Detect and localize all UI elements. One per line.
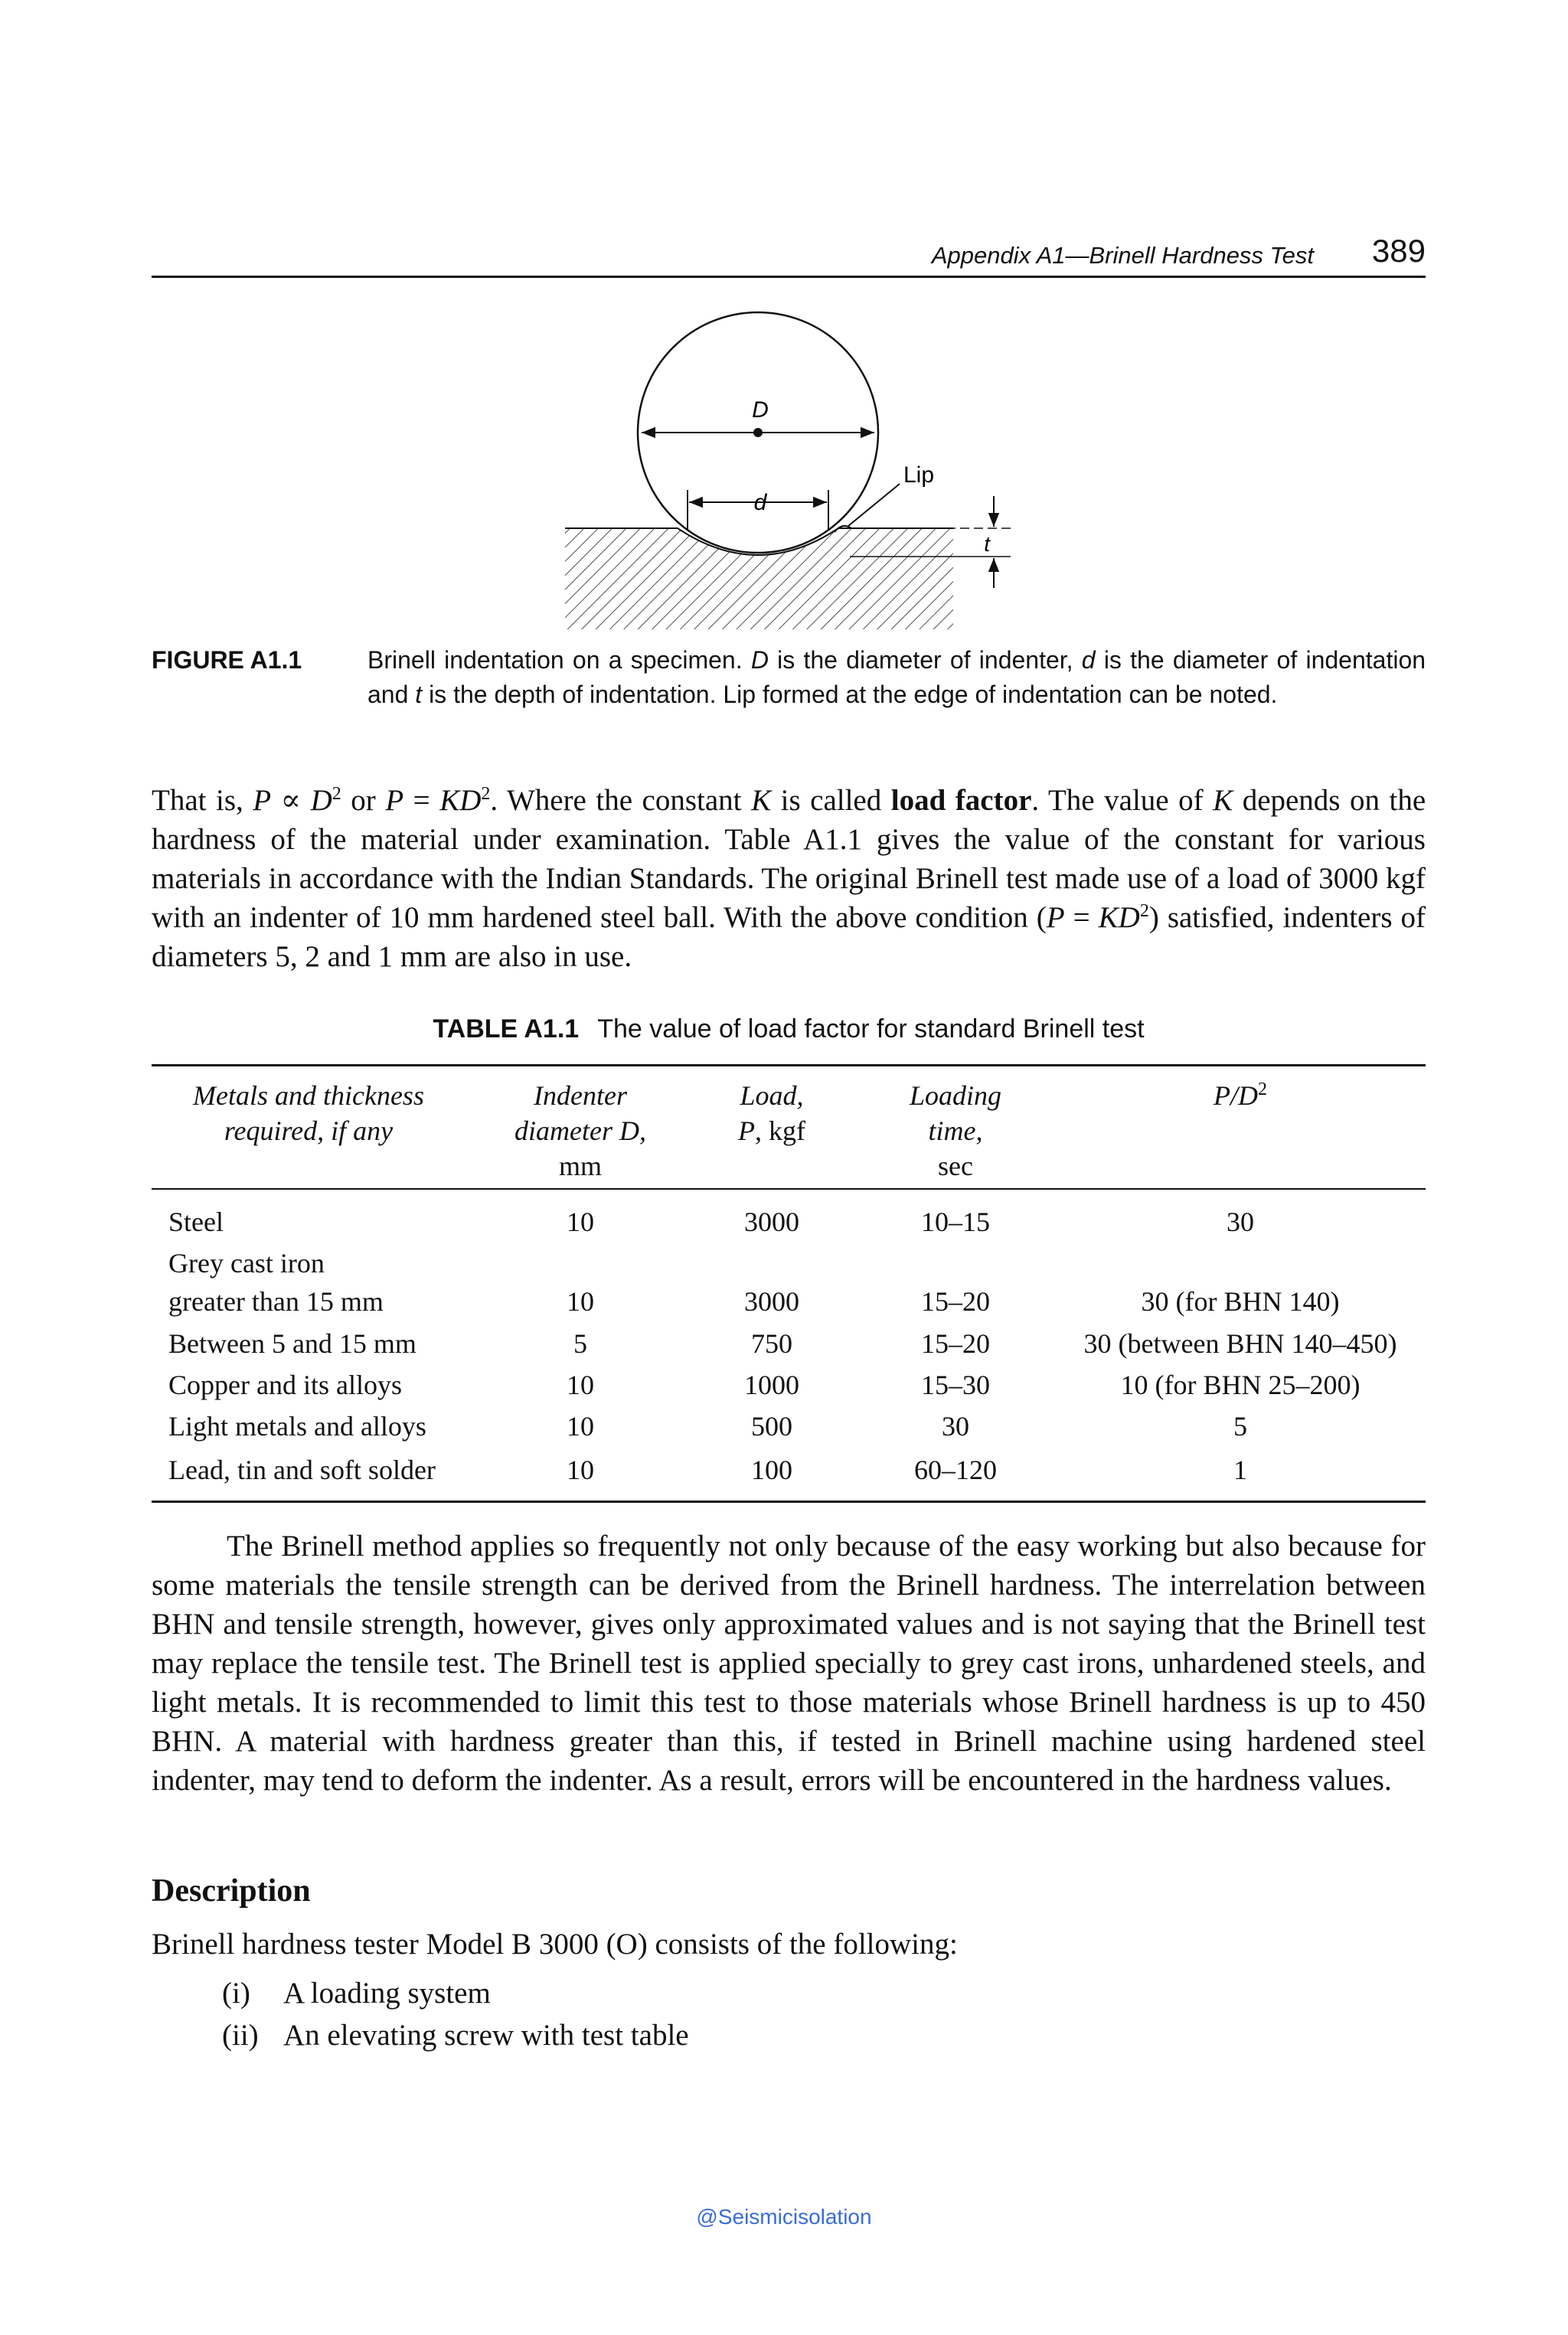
header-rule	[152, 276, 1426, 278]
table-caption-text: The value of load factor for standard Brinell test	[597, 1014, 1145, 1043]
table-cell-metal: Copper and its alloys	[168, 1370, 402, 1400]
table-cell-diameter: 10	[567, 1455, 594, 1485]
table-cell-load: 3000	[744, 1207, 799, 1237]
header-load: Load, P, kgf	[738, 1080, 805, 1146]
label-D: D	[752, 397, 769, 423]
list-item: (ii) An elevating screw with test table	[222, 2019, 689, 2052]
table-header-rule	[152, 1188, 1426, 1190]
table-cell-load: 500	[751, 1411, 792, 1442]
table-cell-metal: Steel	[168, 1207, 224, 1237]
table-cell-ratio: 1	[1233, 1455, 1247, 1485]
table-cell-ratio: 30	[1227, 1207, 1254, 1237]
table-cell-time: 15–20	[921, 1328, 990, 1359]
table-cell-load: 1000	[744, 1370, 799, 1400]
term-load-factor: load factor	[890, 784, 1032, 817]
table-cell-metal: Between 5 and 15 mm	[168, 1328, 416, 1359]
paragraph-brinell-method: The Brinell method applies so frequently not only because of the easy working but also because for some materials the tensile strength can be derived from the Brinell hardness. The interrelation between BHN and tensile strength, however, gives only approximated values and is not saying that the Brinell test may replace the tensile test. The Brinell test is applied specially to grey cast irons, unhardened steels, and light metals. It is recommended to limit this test to those materials whose Brinell hardness is up to 450 BHN. A material with hardness greater than this, if tested in Brinell machine using hardened steel indenter, may tend to deform the indenter. As a result, errors will be encountered in the hardness values.	[152, 1530, 1426, 1797]
table-cell-time: 60–120	[914, 1455, 997, 1485]
table-cell-diameter: 10	[567, 1370, 594, 1400]
brinell-indentation-figure	[559, 306, 1026, 643]
label-lip: Lip	[903, 462, 935, 488]
table-cell-diameter: 10	[567, 1207, 594, 1237]
table-cell-metal: Lead, tin and soft solder	[168, 1455, 436, 1485]
table-cell-ratio: 30 (for BHN 140)	[1141, 1286, 1340, 1317]
table-cell-ratio: 30 (between BHN 140–450)	[1083, 1328, 1397, 1359]
table-cell-ratio: 10 (for BHN 25–200)	[1120, 1370, 1361, 1400]
header-indenter-diameter: Indenter diameter D, mm	[514, 1080, 646, 1181]
table-top-rule	[152, 1064, 1426, 1066]
label-d: d	[753, 490, 767, 515]
figure-label: FIGURE A1.1	[152, 646, 302, 674]
table-cell-time: 15–30	[921, 1370, 990, 1400]
page-number: 389	[1371, 233, 1426, 269]
label-t: t	[984, 532, 990, 556]
table-cell-time: 30	[942, 1411, 969, 1442]
table-label: TABLE A1.1	[433, 1014, 580, 1043]
table-bottom-rule	[152, 1501, 1426, 1503]
figure-caption-text: Brinell indentation on a specimen. D is the diameter of indenter, d is the diameter of indentation and t is the depth of indentation. Lip formed at the edge of indentation can be noted.	[368, 646, 1426, 708]
description-heading: Description	[152, 1873, 311, 1909]
table-cell-load: 3000	[744, 1286, 799, 1317]
table-cell-load: 750	[751, 1328, 792, 1359]
running-header	[152, 228, 1426, 274]
table-cell-diameter: 10	[567, 1286, 594, 1317]
header-loading-time: Loading time, sec	[909, 1080, 1002, 1181]
table-cell-metal: Grey cast iron	[168, 1248, 325, 1279]
table-caption	[152, 1014, 1426, 1044]
description-intro: Brinell hardness tester Model B 3000 (O) consists of the following:	[152, 1928, 958, 1961]
header-metals: Metals and thickness required, if any	[193, 1080, 424, 1146]
table-cell-diameter: 5	[573, 1328, 587, 1359]
table-cell-ratio: 5	[1233, 1411, 1247, 1442]
list-item: (i) A loading system	[222, 1977, 491, 2010]
table-cell-metal: greater than 15 mm	[168, 1286, 384, 1317]
table-cell-diameter: 10	[567, 1411, 594, 1442]
table-cell-time: 10–15	[921, 1207, 990, 1237]
watermark: @Seismicisolation	[696, 2205, 872, 2229]
header-p-over-d2: $P/D^2$	[1214, 1079, 1267, 1111]
paragraph-load-factor: That is, $P \propto D^2$ or $P = KD^2$. Where the constant K is called load factor. The value of K depends on the hardness of the material under examination. Table A1.1 gives the value of the constant for various materials in accordance with the Indian Standards. The original Brinell test made use of a load of 3000 kgf with an indenter of 10 mm hardened steel ball. With the above condition $(P = KD^2)$ satisfied, indenters of diameters 5, 2 and 1 mm are also in use.	[152, 784, 1426, 973]
table-cell-load: 100	[751, 1455, 792, 1485]
table-cell-metal: Light metals and alloys	[168, 1411, 426, 1442]
running-title: Appendix A1—Brinell Hardness Test	[931, 242, 1314, 269]
table-cell-time: 15–20	[921, 1286, 990, 1317]
